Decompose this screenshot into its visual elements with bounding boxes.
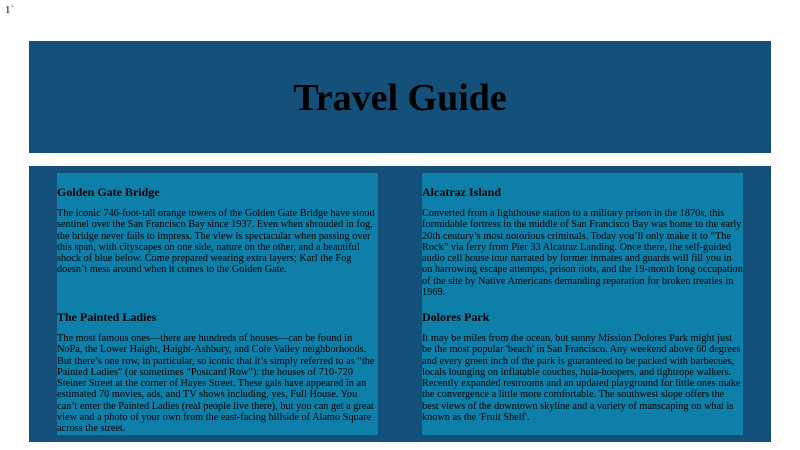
section-title: Alcatraz Island	[422, 185, 501, 199]
page-header	[29, 41, 771, 153]
section-dolores-park	[422, 310, 743, 423]
content-area	[29, 166, 771, 442]
section-title: The Painted Ladies	[57, 310, 157, 324]
page-title: Travel Guide	[293, 77, 507, 119]
section-body: The iconic 746-foot-tall orange towers of the Golden Gate Bridge have stood sentinel over the San Francisco Bay since 1937. Even when shrouded in fog, the bridge never fails to impress. The view is spectacular when passing over this span, with cityscapes on one side, nature on the other, and a beautiful shock of blue below. Come prepared wearing extra layers; Karl the Fog doesn’t mess around when it comes to the Golden Gate.	[57, 208, 375, 276]
section-body: It may be miles from the ocean, but sunny Mission Dolores Park might just be the most popular 'beach' in San Francisco. Any weekend above 60 degrees and every green inch of the park is guaranteed to be packed with barbecues, locals lounging on inflatable couches, hula-hoopers, and tightrope walkers. Recently expanded restrooms and an updated playground for little ones make the convergence a little more comfortable. The southwest slope offers the best views of the downtown skyline and a variety of manscaping on what is known as the 'Fruit Shelf'.	[422, 333, 741, 424]
section-body: Converted from a lighthouse station to a military prison in the 1870s, this formidable fortress in the middle of San Francisco Bay was home to the early 20th century’s most notorious criminals. Today you’ll only make it to “The Rock” via ferry from Pier 33 Alcatraz Landing. Once there, the self-guided audio cell house tour narrated by former inmates and guards will fill you in on harrowing escape attempts, prison riots, and the 19-month long occupation of the site by Native Americans demanding reparation for broken treaties in 1969.	[422, 208, 743, 299]
section-golden-gate-bridge	[57, 185, 378, 276]
section-body: The most famous ones—there are hundreds of houses—can be found in NoPa, the Lower Haight, Haight-Ashbury, and Cole Valley neighborhoods. But there’s one row, in particular, so iconic that it’s simply referred to as “the Painted Ladies” (or sometimes “Postcard Row”): the houses of 710-720 Steiner Street at the corner of Hayes Street. These gals have appeared in an estimated 70 movies, ads, and TV shows including, yes, Full House. You can’t enter the Painted Ladies (real people live there), but you can get a great view and a photo of your own from the east-facing hillside of Alamo Square across the street.	[57, 333, 375, 435]
section-title: Dolores Park	[422, 310, 490, 324]
right-column	[422, 173, 743, 435]
stray-text: 1`	[5, 4, 15, 16]
section-painted-ladies	[57, 310, 378, 435]
section-alcatraz-island	[422, 185, 743, 298]
section-title: Golden Gate Bridge	[57, 185, 160, 199]
left-column	[57, 173, 378, 435]
